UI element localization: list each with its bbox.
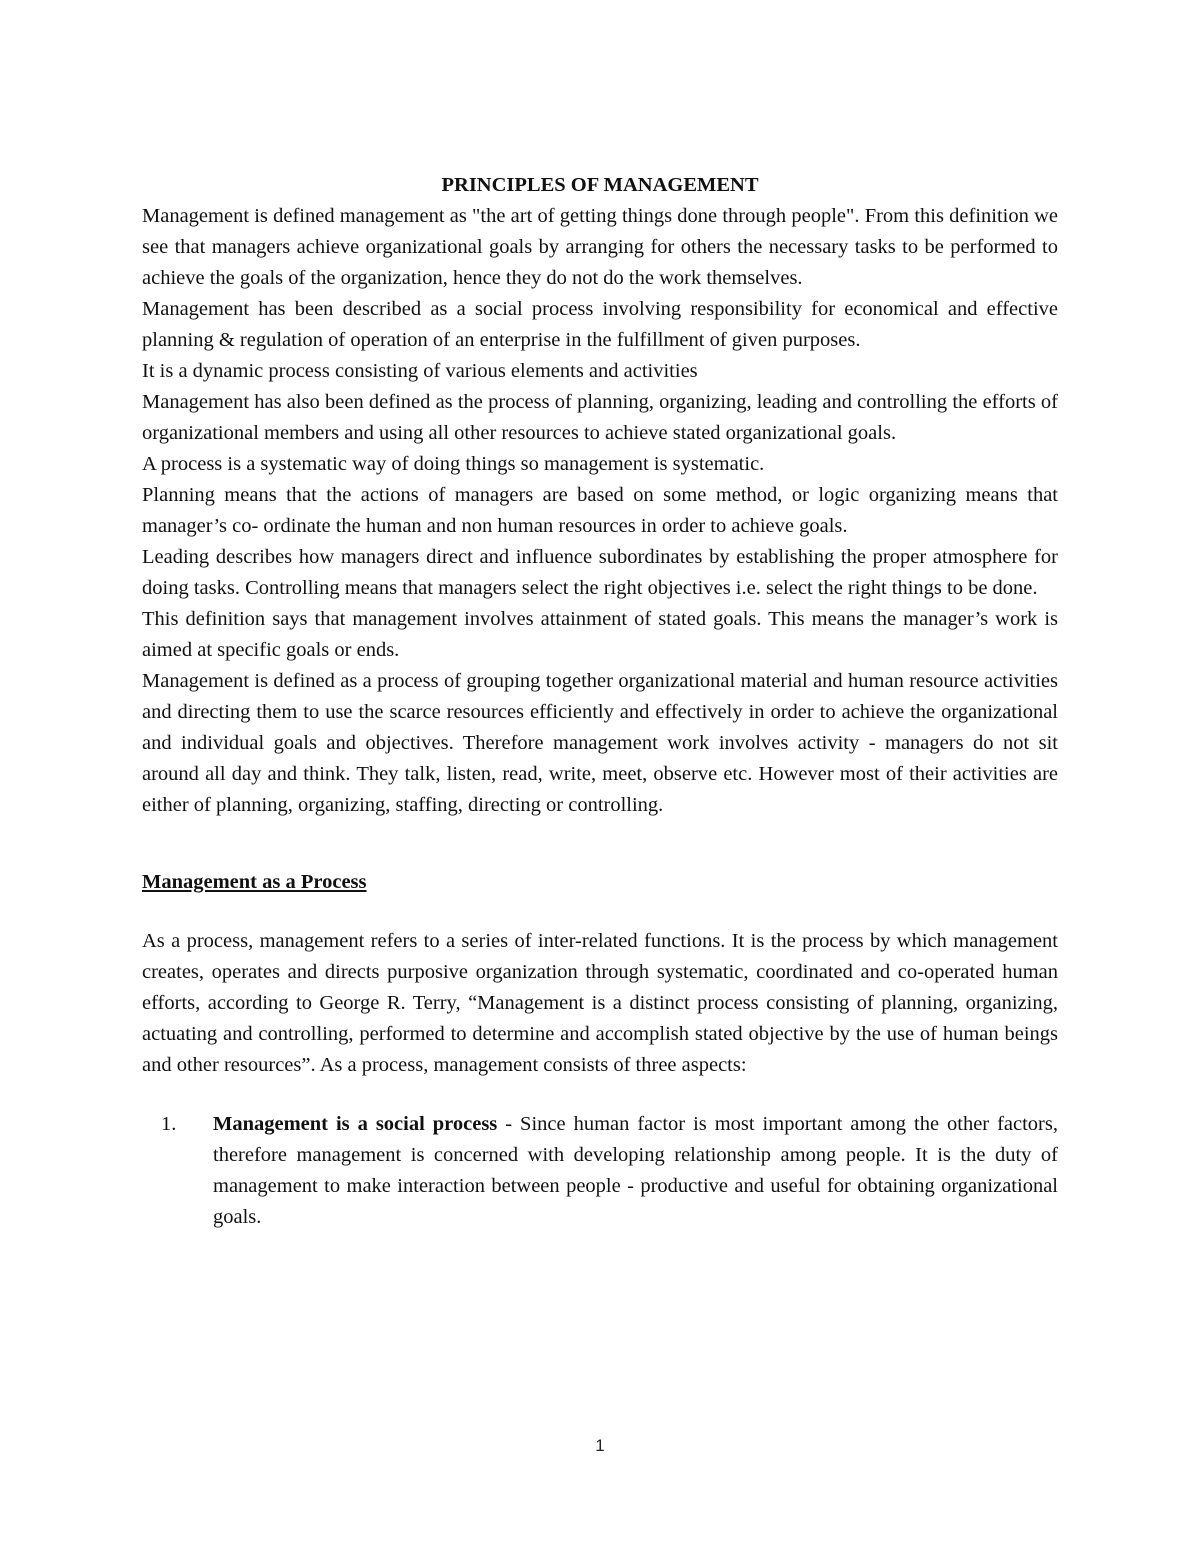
spacer	[142, 898, 1058, 926]
document-page	[142, 170, 1058, 1233]
list-item-number: 1.	[161, 1113, 177, 1135]
section-intro: As a process, management refers to a series of inter-related functions. It is the process by which management creates, operates and directs purposive organization through systematic, coordinated and co-operated human efforts, according to George R. Terry, “Management is a distinct process consisting of planning, organizing, actuating and controlling, performed to determine and accomplish stated objective by the use of human beings and other resources”. As a process, management consists of three aspects:	[142, 930, 1058, 1076]
paragraph-definition: Management is defined management as "the art of getting things done through people". From this definition we see that managers achieve organizational goals by arranging for others the necessary tasks to be performed to achieve the goals of the organization, hence they do not do the work themselves.	[142, 205, 1058, 289]
list-item-text: - Since human factor is most important among the other factors, therefore management is concerned with developing relationship among people. It is the duty of management to make interaction between people - productive and useful for obtaining organizational goals.	[213, 1113, 1058, 1228]
page-number: 1	[595, 1436, 605, 1455]
list-item	[142, 1109, 1058, 1233]
section-heading: Management as a Process	[142, 871, 367, 893]
paragraph-leading: Leading describes how managers direct and influence subordinates by establishing the proper atmosphere for doing tasks. Controlling means that managers select the right objectives i.e. select the right things to be done.	[142, 546, 1058, 599]
list-item-bold-lead: Management is a social process	[213, 1113, 498, 1135]
paragraph-social-process: Management has been described as a social process involving responsibility for economical and effective planning & regulation of operation of an enterprise in the fulfillment of given purposes.	[142, 298, 1058, 351]
document-title: PRINCIPLES OF MANAGEMENT	[441, 174, 759, 196]
paragraph-process-definition: Management has also been defined as the process of planning, organizing, leading and controlling the efforts of organizational members and using all other resources to achieve stated organizational goals.	[142, 391, 1058, 444]
paragraph-dynamic-process: It is a dynamic process consisting of various elements and activities	[142, 360, 698, 382]
paragraph-grouping: Management is defined as a process of grouping together organizational material and human resource activities and directing them to use the scarce resources efficiently and effectively in order to achieve the organizational and individual goals and objectives. Therefore management work involves activity - managers do not sit around all day and think. They talk, listen, read, write, meet, observe etc. However most of their activities are either of planning, organizing, staffing, directing or controlling.	[142, 670, 1058, 816]
paragraph-attainment: This definition says that management involves attainment of stated goals. This means the manager’s work is aimed at specific goals or ends.	[142, 608, 1058, 661]
paragraph-planning: Planning means that the actions of managers are based on some method, or logic organizing means that manager’s co- ordinate the human and non human resources in order to achieve goals.	[142, 484, 1058, 537]
paragraph-systematic: A process is a systematic way of doing things so management is systematic.	[142, 453, 765, 475]
aspects-list	[142, 1109, 1058, 1233]
